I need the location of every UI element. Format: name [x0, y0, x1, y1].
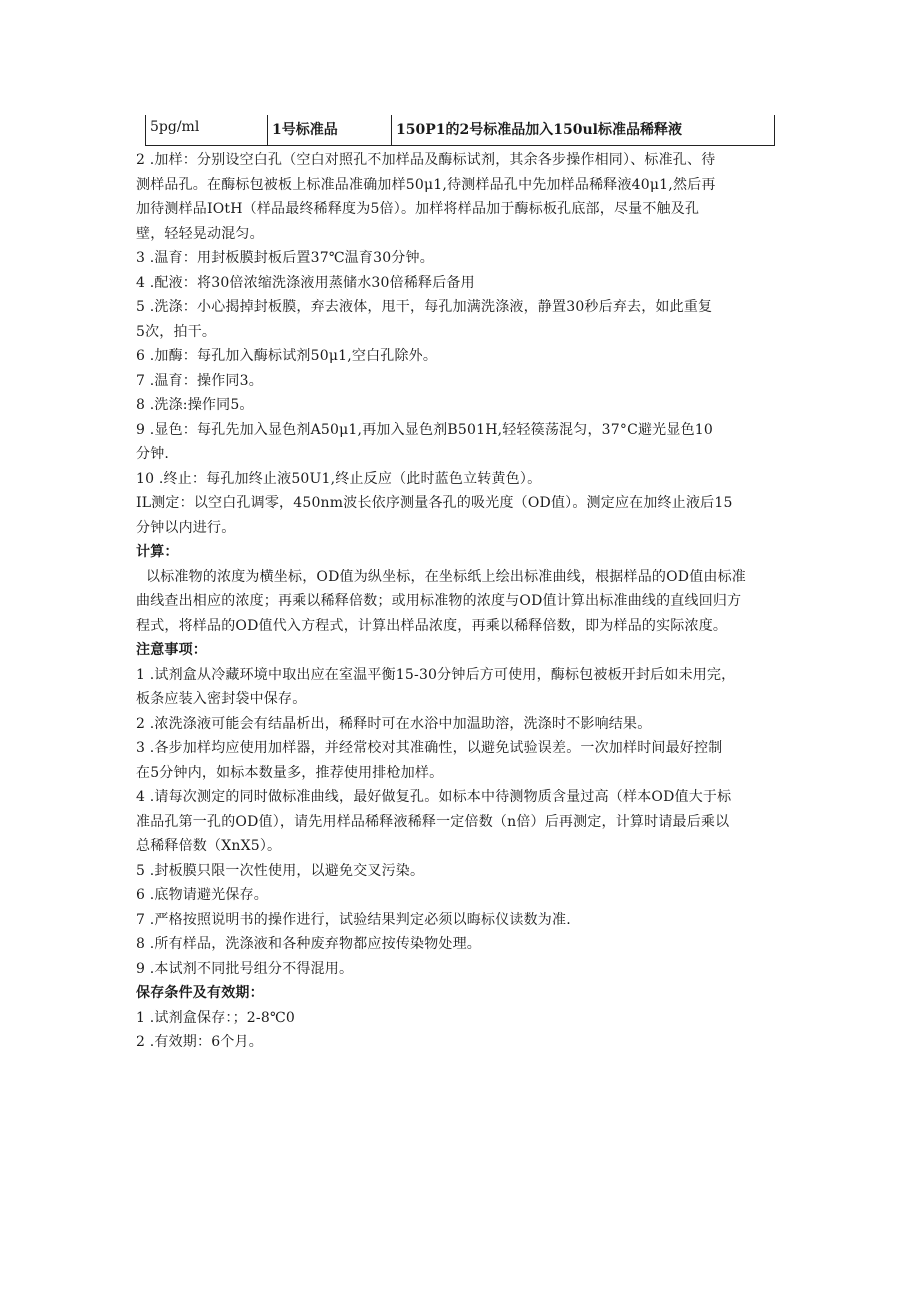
note-line: 板条应装入密封袋中保存。: [136, 691, 307, 707]
document-body: [136, 148, 796, 1055]
note-line: 2 .浓洗涤液可能会有结晶析出，稀释时可在水浴中加温助溶，洗涤时不影响结果。: [136, 715, 652, 732]
step-line: 5 .洗涤：小心揭掉封板膜，弃去液体，甩干，每孔加满洗涤液，静置30秒后弃去，如此重复: [136, 299, 713, 315]
step-line: 9 .显色：每孔先加入显色剂A50μ1,再加入显色剂B501H,轻轻篌荡混匀，37°C避光显色10: [136, 421, 713, 438]
notes-heading: 注意事项：: [136, 642, 207, 658]
step-line: 5次，拍干。: [136, 323, 217, 340]
step-line: 8 .洗涤:操作同5。: [136, 397, 254, 413]
calc-line: 以标准物的浓度为横坐标，OD值为纵坐标，在坐标纸上绘出标准曲线，根据样品的OD值由标准: [146, 568, 747, 585]
step-line: 3 .温育：用封板膜封板后置37℃温育30分钟。: [136, 250, 434, 266]
storage-line: 2 .有效期：6个月。: [136, 1034, 263, 1050]
calc-line: 曲线查出相应的浓度；再乘以稀释倍数；或用标准物的浓度与OD值计算出标准曲线的直线回归方: [136, 593, 742, 609]
note-line: 1 .试剂盒从冷藏环境中取出应在室温平衡15-30分钟后方可使用，酶标包被板开封后如未用完，: [136, 666, 736, 683]
step-line: 分钟以内进行。: [136, 519, 236, 536]
note-line: 6 .底物请避光保存。: [136, 887, 269, 903]
table-cell-procedure: 150P1的2号标准品加入150ul标准品稀释液: [396, 122, 682, 138]
calc-line: 程式，将样品的OD值代入方程式，计算出样品浓度，再乘以稀释倍数，即为样品的实际浓度。: [136, 617, 728, 634]
calc-heading: 计算：: [136, 544, 179, 560]
note-line: 5 .封板膜只限一次性使用，以避免交叉污染。: [136, 862, 425, 879]
table-cell-standard: 1号标准品: [268, 115, 392, 145]
note-line: 准品孔第一孔的OD值），请先用样品稀释液稀释一定倍数（n倍）后再测定，计算时请最后乘以: [136, 813, 730, 830]
table-cell-concentration: 5pg/ml: [146, 115, 268, 145]
note-line: 在5分钟内，如标本数量多，推荐使用排枪加样。: [136, 764, 444, 781]
step-line: 分钟.: [136, 446, 170, 462]
step-line: 测样品孔。在酶标包被板上标准品准确加样50μ1,待测样品孔中先加样品稀释液40μ1,然后再: [136, 176, 716, 193]
step-line: 壁，轻轻晃动混匀。: [136, 225, 264, 242]
step-line: IL测定：以空白孔调零，450nm波长依序测量各孔的吸光度（OD值）。测定应在加终止液后15: [136, 495, 733, 511]
step-line: 2 .加样：分别设空白孔（空白对照孔不加样品及酶标试剂，其余各步操作相同）、标准孔、待: [136, 152, 716, 168]
storage-line: 1 .试剂盒保存：；2-8℃0: [136, 1009, 295, 1026]
standard-table-row: [145, 115, 775, 146]
step-line: 6 .加酶：每孔加入酶标试剂50μ1,空白孔除外。: [136, 348, 438, 364]
step-line: 加待测样品IOtH（样品最终稀释度为5倍）。加样将样品加于酶标板孔底部，尽量不触及孔: [136, 201, 700, 217]
note-line: 3 .各步加样均应使用加样器，并经常校对其准确性，以避免试验误差。一次加样时间最好控制: [136, 740, 723, 756]
note-line: 9 .本试剂不同批号组分不得混用。: [136, 960, 354, 977]
storage-heading: 保存条件及有效期：: [136, 985, 264, 1001]
note-line: 总稀释倍数（XnX5）。: [136, 838, 282, 854]
step-line: 10 .终止：每孔加终止液50U1,终止反应（此时蓝色立转黄色）。: [136, 470, 542, 487]
note-line: 4 .请每次测定的同时做标准曲线，最好做复孔。如标本中待测物质含量过高（样本OD值大于标: [136, 789, 732, 805]
step-line: 7 .温育：操作同3。: [136, 372, 263, 389]
step-line: 4 .配液：将30倍浓缩洗涤液用蒸储水30倍稀释后备用: [136, 274, 475, 291]
note-line: 7 .严格按照说明书的操作进行，试验结果判定必须以晦标仪读数为准.: [136, 911, 571, 928]
note-line: 8 .所有样品，洗涤液和各种废弃物都应按传染物处理。: [136, 936, 482, 952]
